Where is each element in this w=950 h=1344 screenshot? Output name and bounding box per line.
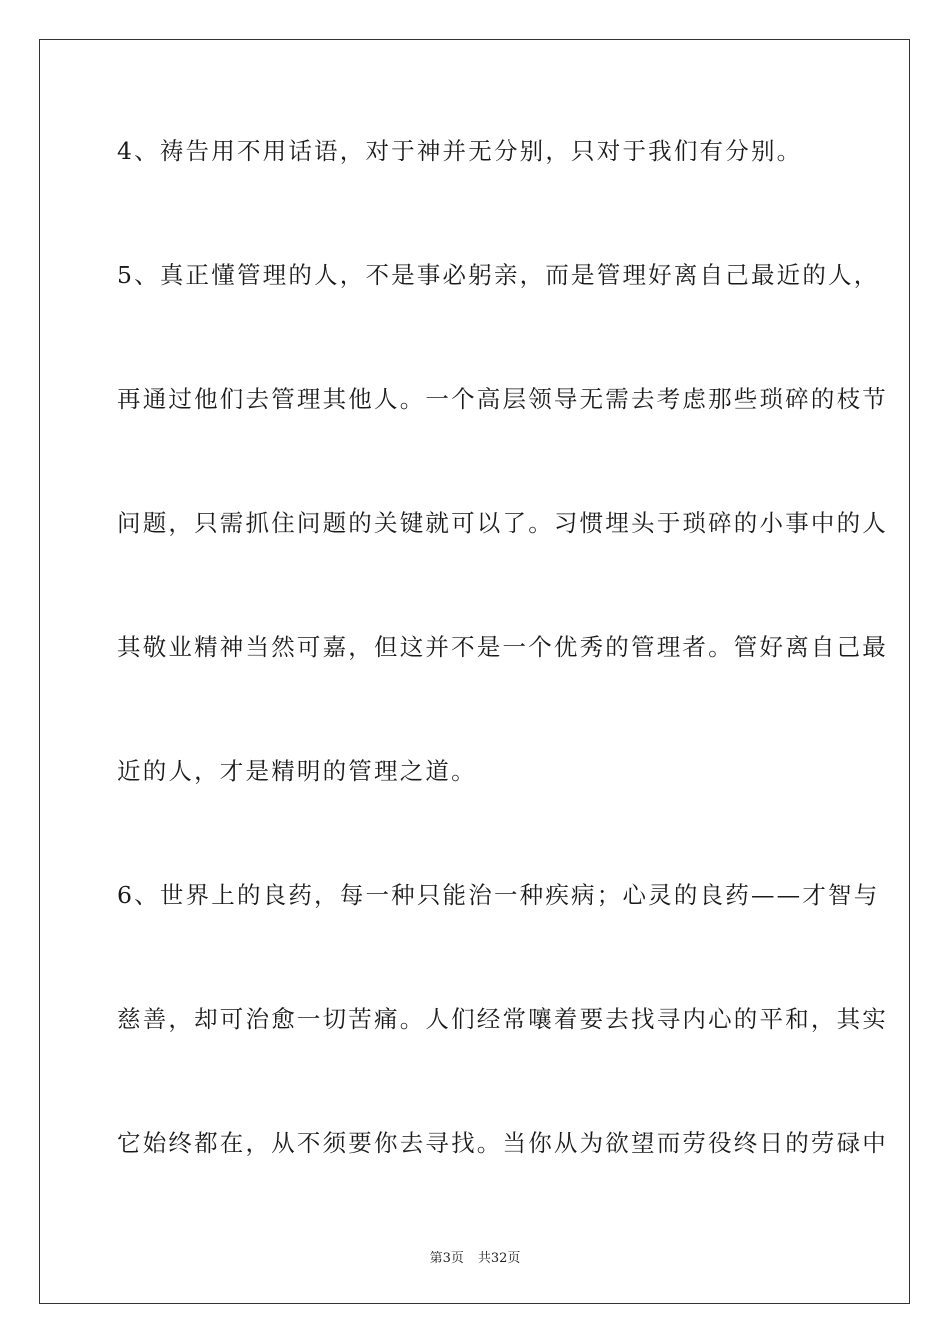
text-line: 6、世界上的良药，每一种只能治一种疾病；心灵的良药——才智与 — [117, 881, 880, 909]
page-number: 第3页 — [429, 1251, 464, 1266]
page-footer — [0, 1247, 950, 1266]
page-total: 共32页 — [477, 1251, 521, 1266]
text-line: 慈善，却可治愈一切苦痛。人们经常嚷着要去找寻内心的平和，其实 — [117, 1005, 888, 1033]
text-line: 4、祷告用不用话语，对于神并无分别，只对于我们有分别。 — [117, 137, 803, 165]
page-border — [39, 39, 910, 1304]
text-line: 其敬业精神当然可嘉，但这并不是一个优秀的管理者。管好离自己最 — [117, 633, 888, 661]
text-line: 它始终都在，从不须要你去寻找。当你从为欲望而劳役终日的劳碌中 — [117, 1129, 888, 1157]
text-line: 5、真正懂管理的人，不是事必躬亲，而是管理好离自己最近的人， — [117, 261, 880, 289]
text-line: 近的人，才是精明的管理之道。 — [117, 757, 477, 785]
text-line: 问题，只需抓住问题的关键就可以了。习惯埋头于琐碎的小事中的人 — [117, 509, 888, 537]
text-line: 再通过他们去管理其他人。一个高层领导无需去考虑那些琐碎的枝节 — [117, 385, 888, 413]
